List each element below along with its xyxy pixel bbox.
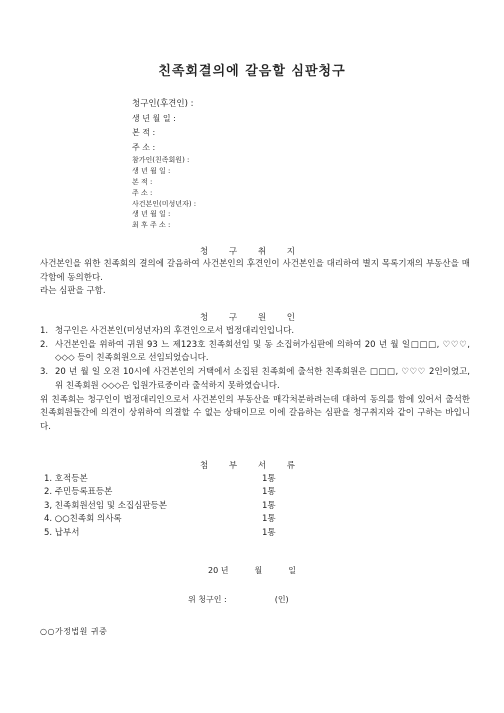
petitioner-header: 청구인(후견인) :	[132, 99, 194, 109]
purpose-heading: 청 구 취 지	[200, 247, 304, 257]
petitioner-birth: 생 년 월 일 :	[132, 113, 176, 123]
cause-item: 3. 20 년 월 일 오전 10시에 사건본인의 거택에서 소집된 친족회에 출석한 친족회원은 □□□, ♡♡♡ 2인이였고, 위 친족회원 ◇◇◇은 입원가료중이라 출석하지 못하였습니다.	[40, 367, 470, 391]
cause-list	[40, 325, 470, 435]
filing-date	[208, 565, 296, 576]
petitioner-address: 주 소 :	[132, 142, 156, 152]
cause-item: 1. 청구인은 사건본인(미성년자)의 후견인으로서 법정대리인입니다.	[40, 326, 295, 336]
attachment-item: 4. ○○친족회 의사록 1통	[44, 514, 276, 525]
participant-birth: 생 년 월 일 :	[132, 167, 171, 176]
attachments-list	[44, 473, 276, 540]
purpose-text	[40, 258, 470, 299]
party-block	[132, 97, 214, 231]
court-addressee: ○○가정법원 귀중	[40, 627, 108, 636]
cause-item: 2. 사건본인을 위하여 귀원 93 느 제123호 친족회선임 및 동 소집허가심판에 의하여 20 년 월 일□□□, ♡♡♡, ◇◇◇ 등이 친족회원으로 선임되었습니다.	[40, 339, 470, 364]
participant-domicile: 본 적 :	[132, 177, 153, 186]
seal-mark: (인)	[274, 595, 289, 604]
attachment-item: 1. 호적등본 1통	[44, 474, 276, 484]
date-day: 일	[288, 566, 296, 575]
date-month: 월	[254, 566, 263, 575]
petitioner-domicile: 본 적 :	[132, 128, 156, 138]
attachment-item: 2. 주민등록표등본 1통	[44, 487, 276, 498]
attachment-item: 3, 친족회원선임 및 소집심판등본 1통	[44, 500, 276, 511]
cause-heading: 청 구 원 인	[200, 313, 304, 323]
date-year: 20 년	[208, 566, 229, 575]
purpose-line: 사건본인을 위한 친족회의 결의에 갈음하여 사건본인의 후견인이 사건본인을 대리하여 별지 목록기재의 부동산을 매각함에 동의한다.	[40, 259, 470, 283]
attachment-item: 5. 납부서 1통	[44, 527, 276, 538]
signature-line	[188, 594, 289, 605]
cause-closing: 위 친족회는 청구인이 법정대리인으로서 사건본인의 부동산을 매각처분하려는데 대하여 동의를 함에 있어서 출석한 친족회원들간에 의견이 상위하여 의결할 수 없는 상태이므로 이에 갈음하는 심판을 청구취지와 같이 구하는 바입니다.	[40, 394, 470, 432]
principal-birth: 생 년 월 일 :	[132, 210, 171, 219]
principal-header: 사건본인(미성년자) :	[132, 199, 197, 208]
principal-last-address: 최 후 주 소 :	[132, 221, 171, 230]
participant-address: 주 소 :	[132, 188, 153, 197]
signature-label: 위 청구인 :	[188, 595, 227, 604]
document-title: 친족회결의에 갈음할 심판청구	[158, 64, 346, 79]
attachments-heading: 첨 부 서 류	[200, 461, 304, 471]
purpose-line: 라는 심판을 구함.	[40, 286, 106, 297]
participant-header: 참가인(친족회원) :	[132, 156, 190, 165]
